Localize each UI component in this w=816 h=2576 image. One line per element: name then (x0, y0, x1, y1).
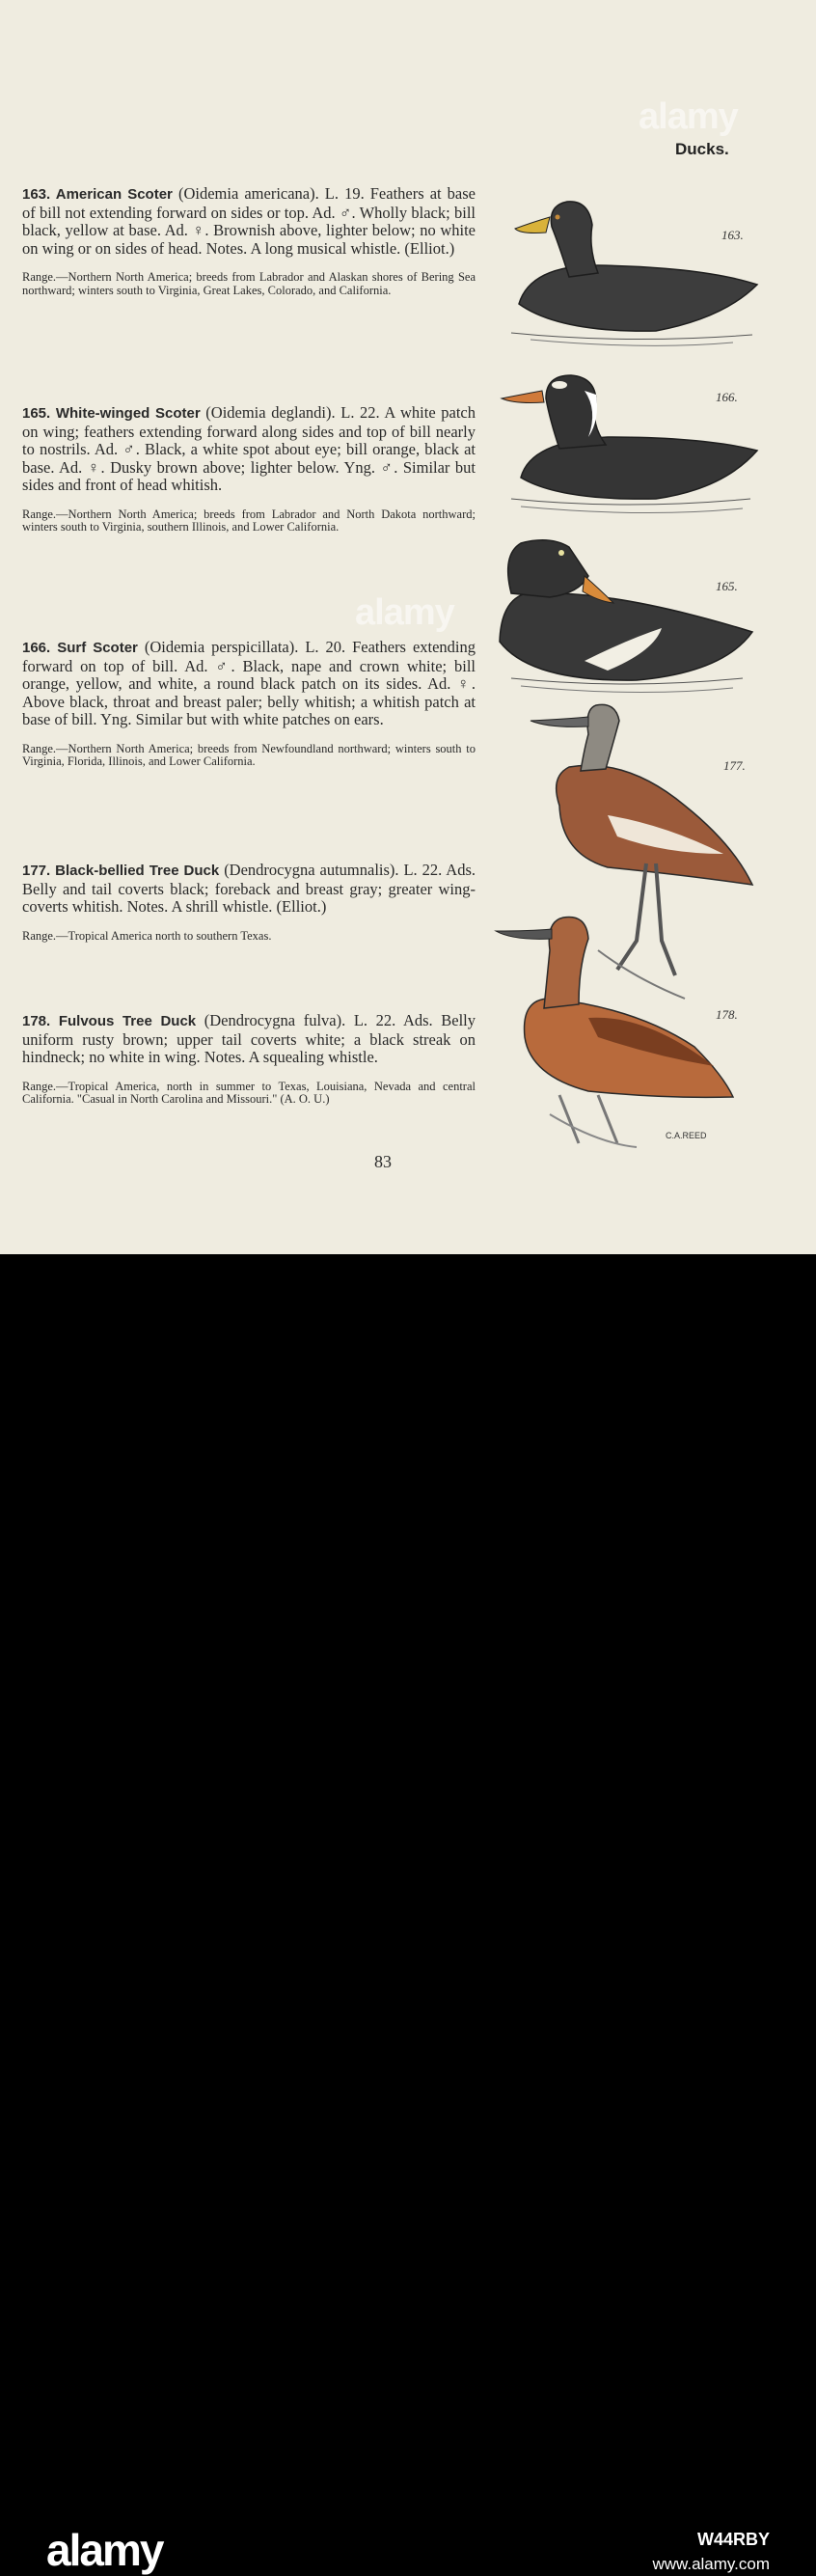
image-id: W44RBY (696, 2530, 770, 2549)
stock-footer (0, 1254, 816, 2575)
entry-range: Range.—Tropical America, north in summer to Texas, Louisiana, Nevada and central California. "Casual in North Carolina and Missouri." (A. O. U.) (22, 1079, 476, 1106)
entry-description (22, 185, 476, 258)
entry-description (22, 404, 476, 495)
entry-163 (22, 185, 476, 297)
entry-range: Range.—Northern North America; breeds from Labrador and North Dakota northward; winters south to Virginia, southern Illinois, and Lower California. (22, 507, 476, 534)
entry-range: Range.—Northern North America; breeds from Newfoundland northward; winters south to Virginia, Florida, Illinois, and Lower California. (22, 741, 476, 768)
section-heading: Ducks. (675, 140, 729, 158)
entry-text: (Oidemia americana). L. 19. Feathers at base of bill not extending forward on sides or top. Ad. ♂. Wholly black; bill black, yellow at base. Ad. ♀. Brownish above, lighter below; no white on wing or on sides of head. Notes. A long musical whistle. (Elliot.) (22, 184, 476, 258)
plate-number-178: 178. (716, 1007, 738, 1022)
fulvous-tree-duck-illustration (496, 917, 733, 1147)
site-url: www.alamy.com (652, 2555, 770, 2573)
duck-illustrations (492, 188, 772, 1153)
american-scoter-illustration (511, 202, 757, 346)
entry-title: 178. Fulvous Tree Duck (22, 1013, 197, 1029)
plate-number-166: 166. (716, 390, 738, 404)
entry-text: (Dendrocygna autumnalis). L. 22. Ads. Belly and tail coverts black; foreback and breast gray; greater wing-coverts whitish. Notes. A shrill whistle. (Elliot.) (22, 861, 476, 916)
entry-165 (22, 404, 476, 534)
entry-range: Range.—Tropical America north to southern Texas. (22, 928, 272, 943)
entry-177 (22, 862, 476, 943)
artist-signature: C.A.REED (666, 1131, 707, 1140)
entry-description (22, 1012, 476, 1067)
book-page (0, 0, 816, 1254)
watermark-center: alamy (355, 592, 454, 633)
plate-number-165: 165. (716, 579, 738, 593)
plate-number-163: 163. (721, 228, 744, 242)
entry-text: (Oidemia perspicillata). L. 20. Feathers extending forward on top of bill. Ad. ♂. Black, nape and crown white; bill orange, yellow, and white, a round black patch on its sides. Ad. ♀. Above black, throat and breast paler; belly whitish; a whitish patch at base of bill. Yng. Similar but with white patches on ears. (22, 638, 476, 728)
entry-description (22, 639, 476, 729)
entry-range: Range.—Northern North America; breeds from Labrador and Alaskan shores of Bering Sea northward; winters south to Virginia, Great Lakes, Colorado, and California. (22, 270, 476, 297)
entry-text: (Dendrocygna fulva). L. 22. Ads. Belly uniform rusty brown; upper tail coverts white; a black streak on hindneck; no white in wing. Notes. A squealing whistle. (22, 1011, 476, 1066)
entry-description (22, 862, 476, 917)
watermark-top: alamy (639, 96, 738, 137)
entry-178 (22, 1012, 476, 1107)
entry-166 (22, 639, 476, 769)
surf-scoter-illustration (500, 540, 752, 693)
plate-number-177: 177. (723, 758, 746, 773)
entry-title: 163. American Scoter (22, 186, 173, 203)
alamy-logo: alamy (46, 2525, 163, 2575)
white-winged-scoter-illustration (502, 375, 757, 513)
entry-title: 166. Surf Scoter (22, 640, 138, 656)
entry-title: 177. Black-bellied Tree Duck (22, 863, 220, 879)
entry-text: (Oidemia deglandi). L. 22. A white patch on wing; feathers extending forward along sides and top of bill nearly to nostrils. Ad. ♂. Black, a white spot about eye; bill orange, black at base. Ad. ♀. Dusky brown above; lighter below. Yng. ♂. Similar but sides and front of head whitish. (22, 403, 476, 494)
page-number: 83 (374, 1152, 392, 1171)
entry-title: 165. White-winged Scoter (22, 405, 201, 422)
